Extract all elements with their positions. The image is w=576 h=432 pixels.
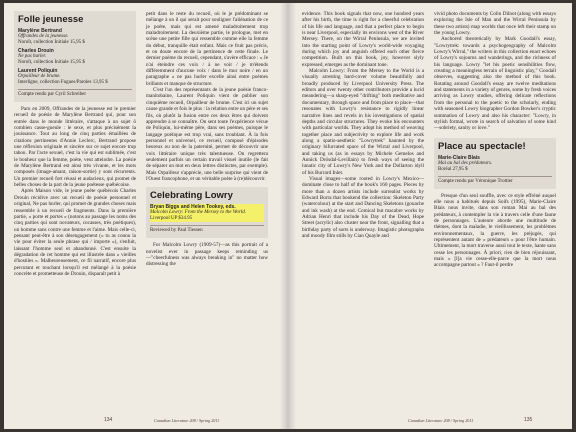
book-title: Mai au bal des prédateurs.: [438, 160, 493, 166]
book-publisher: Interligne, collection Fugues/Paroles 13,95 $: [18, 80, 108, 85]
body-paragraph: evidence. This book signals that now, one hundred years after his birth, the time is right for a cheerful celebration of his life and language, and that a perfect place to begin is near Liverpool, especially its environs west of the River Mersey. There, on the Wirral Peninsula, we are invited into the starting point of Lowry's world-wide voyaging during which joy and anguish offered each other fierce competition. Built on this book, joy, however slyly expressed, emerges as the dominant tone.: [302, 11, 424, 68]
book-entry: [18, 48, 132, 66]
book-publisher: Noroît, collection Initiale 15,95 $: [18, 60, 85, 65]
section-title: Folle jeunesse: [18, 14, 84, 25]
book-title: Ne pas hurler.: [18, 54, 47, 59]
book-author: Charles Drouin: [18, 48, 54, 54]
body-paragraph: Anchored theoretically by Mark Goodall's essay, "Lowrytrek: towards a psychogeography of Malcolm Lowry's Wirral," the writers in this collection enact echoes of Lowry's sojourns and wanderings, and the richness of his language. Lowry "let his poetic sensibilities flow, creating a meaningless terrain of linguistic play," Goodall observes, suggesting also the method of this book. Rotating around Goodall's essay are twelve meditations and statements in a variety of genres, some by fresh voices arriving as Lowry studies, offering delicate reflections from the personal to the poetic to the scholarly, ending with seasoned Lowry biographer Gordon Bowker's cryptic summation of Lowry and also his character: "Lowry, in stylish formal, wrote in search of salvation of some kind—sobriety, sanity or love.": [434, 36, 557, 132]
page-number: 134: [104, 417, 113, 423]
book-spread: [4, 3, 572, 429]
book-entry: [438, 155, 552, 173]
review-header-folle-jeunesse: [14, 11, 136, 102]
body-paragraph: Malcolm Lowry: From the Mersey to the World is a visually arresting hard-cover volume beautifully and broadly produced by Liverpool University Press. The editors and over twenty other contributors provide a lucid meandering—a sharp-eyed "drifting" both meditative and documentary, through space and from place to place—that resonates with Lowry's resistance to rigidly linear narrative lines and revels in his investigations of spatial depths and circular structures. They evoke his encounters with particular worlds. They adopt his method of weaving together place and subjectivity to explore life and work along a spatio-aesthetic "Lowrytrek" haunted by the originary bifurcated space of the Wirral and Liverpool, and taking us (as in essays by Michele Gemelos and Annick Drösdal-Levillain) to fresh ways of seeing the lunatic city of Lowry's New York and the Dollarton idyll of his Burrard Inlet.: [302, 68, 424, 176]
reviewer-credit: Compte rendu par Véronique Trottier: [438, 176, 552, 185]
left-page: [4, 3, 288, 429]
left-column-2: [146, 11, 268, 268]
book-author: Marylène Bertrand: [18, 28, 62, 34]
body-paragraph: Après Maison vide, le jeune poète québécois Charles Drouin récidive avec un recueil de poésie personnel et original, Ne pas hurler, qui promet de grandes choses mais ressemble à un recueil de fragments. Dans la première partie, « porte et portes » (notons au passage les noms des cinq parties qui sont novateurs, cocasses, très poétiques), un homme sans contre une femme et l'aime. Mais celle-ci, pensant peut-être à son désengagement (« tu as connu la vie pour éviter la seule phrase qui / importe »), s'enfuit, laissant l'homme seul et abandonné. C'est ensuite la dégradation de cet homme qui est illustrée dans « vieilles d'hostiles ». Malheureusement, ce fil narratif, encore plus percutant et touchant lorsqu'il est mélangé à la poésie concrète et prometteuse de Drouin, disparaît petit à: [14, 188, 136, 277]
book-publisher: Noroît, collection Initiale 15,95 $: [18, 40, 85, 45]
right-column-1: [302, 11, 424, 239]
reviewer-credit: Compte rendu par Cyril Schreiber: [18, 89, 132, 98]
body-paragraph: For Malcolm Lowry (1909-57)—as this portrait of a novelist ever in passage keeps reminding us—"cheerfulness was always breaking in" no matter how distressing the: [146, 242, 268, 268]
page-number: 135: [524, 417, 533, 423]
book-author: Bryan Biggs and Helen Tookey, eds.: [150, 204, 264, 210]
book-publisher: Liverpool UP $34.95: [150, 216, 264, 222]
body-paragraph: Paru en 2009, Offrandes de la jeunesse est le premier recueil de poésie de Marylène Bertrand qui, pour son entrée dans le monde littéraire, s'attaque à un sujet ô combien casse-gueule : le sexe, et plus précisément la jouissance. Tout au long de cinq parties émaillées de citations pertinentes d'Annie Leclerc, Bertrand propose une réflexion originale et sincère sur ce sujet encore trop tabou. Par l'acte sexuel, c'est la vie qui est sublimée, c'est le bonheur que la femme, poète, veut atteindre. La poésie de Marylène Bertrand est ainsi très vivante, et les mots composés (image-amant, raison-sortie) y sont récurrents. Un premier recueil fort réussi et audacieux, qui promet de belles choses de la part de la jeune poétesse québécoise.: [14, 106, 136, 189]
book-title: Orpailleur de brume.: [18, 74, 61, 79]
reviewer-credit: Reviewed by Paul Tiessen: [150, 225, 264, 234]
book-publisher: Boréal 27,95 $: [438, 166, 468, 172]
body-paragraph: vivid photo documents by Colin Dilnot (along with essays exploring the Isle of Man and the Wirral Peninsula by these two artists) map worlds that once left their stamp on the young Lowry.: [434, 11, 556, 37]
book-author: Laurent Poliquin: [18, 68, 58, 74]
section-title: Place au spectacle!: [438, 140, 526, 152]
body-paragraph: Presque d'un seul souffle, avec ce style effréné auquel elle nous a habitués depuis Soifs (1995), Marie-Claire Blais nous invite, dans son roman Mai au bal des prédateurs, à contempler la vie à travers celle d'une faune de personnages. L'auteure aborde une multitude de thèmes, dont la maladie, le vieillissement, les problèmes environnementaux, la guerre, les préjugés, qui représentent autant de « prédateurs » pour l'être humain. Ultimement, la mort traverse aussi tout le texte, hante sans cesse les personnages. À priori, rien de bien réjouissant, mais « [l]a vie cesse-elle-parce que la mort nous accompagne partout » ? Faut-il perdre: [434, 192, 556, 269]
book-title: Malcolm Lowry: From the Mersey to the World.: [150, 210, 264, 216]
book-author: Marie-Claire Blais: [438, 154, 480, 161]
book-entry: [18, 68, 132, 86]
body-paragraph: petit dans le reste du recueil, où le je prédominant se mélange à un il qui serait pour souligner l'aliénation de ce je poète, mais qui est amené maladroitement trop maladroitement. La deuxième partie, le prologue, met en scène une petite fille qui ressemble comme elle la femme du début, tranquille était enfant. Mais ce fruit pas précis, et on doute encore de la pertinence de cette finale. Le dernier poème du recueil, cependant, s'avère efficace : « Je n'ai éteindre ces voix / à ne voir / je m'étends différemment d'aucune voix / dans le mur noire / en un paragraphe » ne pas hurler excelle ainsi entre poèmes brillants et manque de structure.: [146, 11, 268, 87]
running-footer: Canadian Literature 208 / Spring 2011: [154, 418, 220, 423]
book-entry: [150, 204, 264, 222]
book-entry: [18, 28, 132, 46]
review-header-place-au-spectacle: [434, 138, 556, 189]
running-footer: Canadian Literature 208 / Spring 2011: [408, 418, 474, 423]
section-title: Celebrating Lowry: [150, 190, 233, 202]
right-page: [288, 3, 572, 429]
book-gutter: [280, 3, 296, 429]
review-header-celebrating-lowry: [146, 187, 268, 238]
book-title: Offrandes de la jeunesse.: [18, 34, 69, 39]
body-paragraph: Visual images—some rooted in Lowry's Mexico—dominate close to half of the book's 160 pages. Pieces by more than a dozen artists include surrealist works by Edward Burra that bookend the collection: Skeleton Party (watercolour) at the start and Dancing Skeletons (gouache and ink wash) at the end. Comical but macabre works by Adrian Henri that include his Day of the Dead, Hope Street (acrylic) also cluster near the front, signalling that a birthday party of sorts is underway. Imagistic photographs and moody film stills by Cian Quayle and: [302, 175, 424, 240]
left-column-1: [14, 11, 136, 277]
body-paragraph: C'est l'un des représentants de la jeune poésie franco-manitobaine, Laurent Poliquin vient de publier son cinquième recueil, Orpailleur de brume. C'est ici un sujet cause grande et fois le plus : la relation entre un père et ses fils, où plutôt la fusion entre ces deux êtres qui doivent apprendre à se connaître. On sent toute l'expérience vécue de Poliquin, lui-même père, dans ses poèmes, puisque le langage poétique est trop vrai, sans troublant. À la fois personnel et universel, ce recueil, composé d'épisodes heureux ou non de la paternité, permet de découvrir une voix littéraire unique très talentueuse. On regrettera seulement parfois un certain travail visuel inutile (le fait de séparer un mot en deux lettres distinctes, par exemple). Mais Orpailleur s'apprécie, une belle surprise qui vient de l'Ouest francophone, et un véritable poète à (re)découvrir.: [146, 87, 269, 182]
right-column-2: [434, 11, 556, 269]
